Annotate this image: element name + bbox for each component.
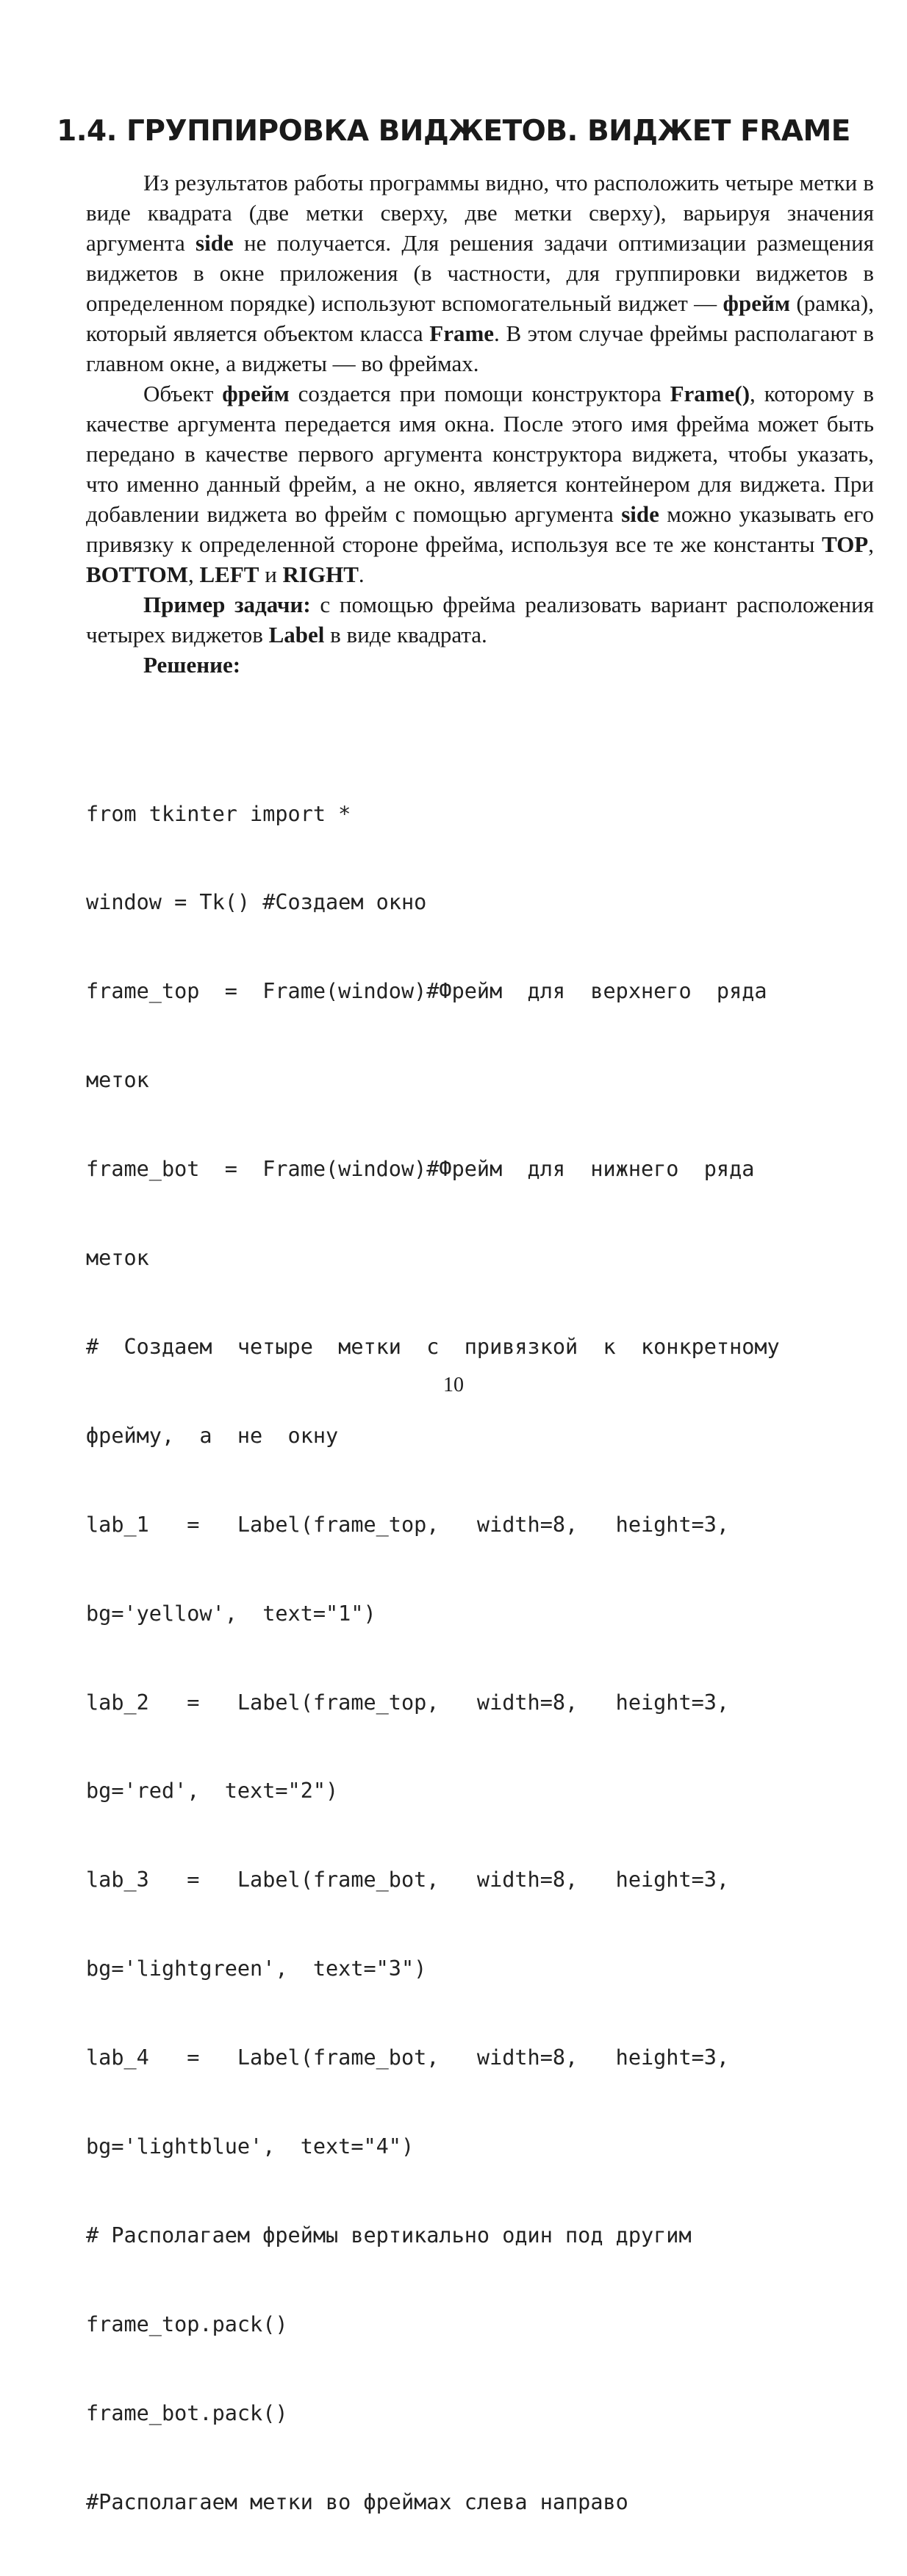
term-frame-constructor: Frame() (670, 381, 750, 406)
text-run: с помощью фрейма реализовать вариант расположения четырех виджетов (86, 592, 874, 647)
term-top: TOP (822, 531, 869, 557)
task-label: Пример задачи: (143, 592, 311, 617)
term-left: LEFT (199, 562, 259, 587)
code-line: from tkinter import * (86, 801, 351, 826)
body-text (86, 168, 874, 680)
code-line: lab_1 = Label(frame_top, width=8, height=3, (86, 1512, 730, 1537)
text-run: и (259, 562, 283, 587)
term-frame: фрейм (222, 381, 290, 406)
text-run: Объект (143, 381, 223, 406)
text-run: Из результатов работы программы видно, что расположить четыре метки в виде квадрата (две метки сверху, две метки сверху), варьируя значения аргумента (86, 170, 874, 256)
code-line: меток (86, 1246, 149, 1271)
page-number: 10 (443, 1374, 464, 1396)
text-run: создается при помощи конструктора (289, 381, 670, 406)
code-line: bg='lightgreen', text="3") (86, 1956, 427, 1981)
paragraph-1 (86, 168, 874, 378)
term-label: Label (268, 622, 325, 647)
term-frame-class: Frame (429, 320, 495, 346)
term-side: side (196, 230, 234, 256)
term-frame: фрейм (723, 290, 790, 316)
code-line: frame_bot.pack() (86, 2400, 288, 2425)
solution-label: Решение: (143, 652, 241, 678)
text-run: не получается. Для решения задачи оптимизации размещения виджетов в окне приложения (в частности, для группировки виджетов в определенном порядке) используют вспомогательный виджет — (86, 230, 874, 316)
code-line: frame_top.pack() (86, 2311, 288, 2336)
code-line: # Создаем четыре метки с привязкой к конкретному (86, 1334, 780, 1359)
paragraph-4 (86, 650, 874, 680)
code-line: lab_3 = Label(frame_bot, width=8, height=3, (86, 1868, 730, 1892)
code-line: frame_top = Frame(window)#Фрейм для верхнего ряда (86, 979, 767, 1004)
term-right: RIGHT (282, 562, 359, 587)
text-run: . (358, 562, 365, 587)
code-line: frame_bot = Frame(window)#Фрейм для нижнего ряда (86, 1157, 755, 1182)
text-run: можно указывать его привязку к определенной стороне фрейма, используя все те же константы (86, 501, 874, 557)
text-run: , (187, 562, 200, 587)
paragraph-3 (86, 589, 874, 650)
code-line: window = Tk() #Создаем окно (86, 890, 427, 915)
code-line: lab_4 = Label(frame_bot, width=8, height=3, (86, 2045, 730, 2070)
code-line: bg='yellow', text="1") (86, 1601, 376, 1626)
text-run: в виде квадрата. (324, 622, 487, 647)
code-line: #Располагаем метки во фреймах слева направо (86, 2489, 628, 2514)
term-bottom: BOTTOM (86, 562, 188, 587)
code-line: lab_2 = Label(frame_top, width=8, height=3, (86, 1690, 730, 1715)
code-line: bg='red', text="2") (86, 1779, 339, 1804)
section-heading: 1.4. ГРУППИРОВКА ВИДЖЕТОВ. ВИДЖЕТ FRAME (57, 115, 850, 148)
code-line: меток (86, 1068, 149, 1093)
term-side: side (621, 501, 659, 527)
code-listing (86, 740, 874, 2576)
text-run: , (868, 531, 874, 557)
text-run: (рамка), который является объектом класса (86, 290, 875, 346)
text-run: , которому в качестве аргумента передается имя окна. После этого имя фрейма может быть передано в качестве первого аргумента конструктора виджета, чтобы указать, что именно данный фрейм, а не окно, является контейнером для виджета. При добавлении виджета во фрейм с помощью аргумента (86, 381, 874, 527)
code-line: фрейму, а не окну (86, 1423, 339, 1448)
code-line: bg='lightblue', text="4") (86, 2134, 415, 2159)
paragraph-2 (86, 378, 874, 589)
text-run: . В этом случае фреймы располагают в главном окне, а виджеты — во фреймах. (86, 320, 874, 376)
code-line: # Располагаем фреймы вертикально один под другим (86, 2222, 692, 2247)
